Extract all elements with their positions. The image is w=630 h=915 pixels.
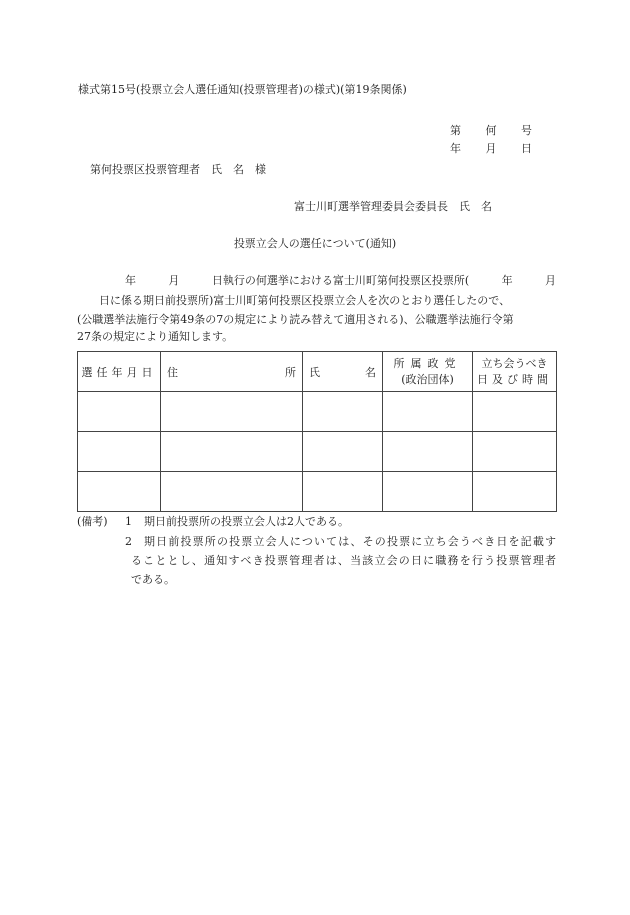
body-month-2: 月 <box>544 274 556 287</box>
doc-number-nani: 何 <box>485 124 497 137</box>
table-row <box>78 472 557 512</box>
body-year-2: 年 <box>501 274 513 287</box>
body-election-text: 日執行の何選挙における富士川町第何投票区投票所( <box>211 274 470 287</box>
header-party-line1: 所属政党 <box>393 356 462 370</box>
body-line-2: 日に係る期日前投票所)富士川町第何投票区投票立会人を次のとおり選任したので、 <box>99 294 511 307</box>
date-month: 月 <box>485 142 497 155</box>
sender: 富士川町選挙管理委員会委員長 氏 名 <box>294 200 492 213</box>
header-attend-line1: 立ち会うべき <box>481 356 548 370</box>
table-cell <box>383 392 473 432</box>
table-cell <box>161 432 303 472</box>
document-date <box>450 142 532 156</box>
note-1-number: 1 <box>125 515 132 528</box>
body-line-4: 27条の規定により通知します。 <box>77 330 234 343</box>
header-party-line2: (政治団体) <box>401 372 454 386</box>
note-1-text: 期日前投票所の投票立会人は2人である。 <box>144 515 349 528</box>
table-cell <box>78 392 161 432</box>
table-cell <box>383 472 473 512</box>
header-attendance <box>473 352 557 392</box>
notes-label: (備考) <box>77 515 108 528</box>
note-2-line-3: である。 <box>131 573 175 586</box>
appointment-table <box>77 351 557 512</box>
doc-number-go: 号 <box>521 124 532 137</box>
addressee: 第何投票区投票管理者 氏 名 様 <box>90 163 266 176</box>
table-header-row <box>78 352 557 392</box>
table-cell <box>78 472 161 512</box>
header-attend-line2: 日及び時間 <box>477 372 552 386</box>
table-cell <box>473 392 557 432</box>
body-line-1 <box>77 274 556 288</box>
body-year: 年 <box>125 274 136 287</box>
table-cell <box>303 432 383 472</box>
table-cell <box>78 432 161 472</box>
date-day: 日 <box>521 142 532 155</box>
header-appointment-date: 選任年月日 <box>78 352 161 392</box>
table-cell <box>473 432 557 472</box>
table-cell <box>161 472 303 512</box>
doc-number-dai: 第 <box>450 124 461 137</box>
header-address: 住 所 <box>161 352 303 392</box>
table-cell <box>383 432 473 472</box>
body-month: 月 <box>168 274 180 287</box>
table-cell <box>161 392 303 432</box>
header-name: 氏 名 <box>303 352 383 392</box>
subject-title: 投票立会人の選任について(通知) <box>233 237 397 250</box>
note-2-number: 2 <box>125 535 132 548</box>
table-cell <box>303 472 383 512</box>
table-row <box>78 392 557 432</box>
form-title: 様式第15号(投票立会人選任通知(投票管理者)の様式)(第19条関係) <box>78 83 407 96</box>
table-row <box>78 432 557 472</box>
table-cell <box>473 472 557 512</box>
note-2-line-1: 期日前投票所の投票立会人については、その投票に立ち会うべき日を記載す <box>144 535 556 548</box>
document-number <box>450 124 532 138</box>
body-line-3: (公職選挙法施行令第49条の7の規定により読み替えて適用される)、公職選挙法施行令第 <box>77 313 514 326</box>
note-2-line-2: ることとし、通知すべき投票管理者は、当該立会の日に職務を行う投票管理者 <box>131 554 556 567</box>
header-party <box>383 352 473 392</box>
date-year: 年 <box>450 142 461 155</box>
table-cell <box>303 392 383 432</box>
